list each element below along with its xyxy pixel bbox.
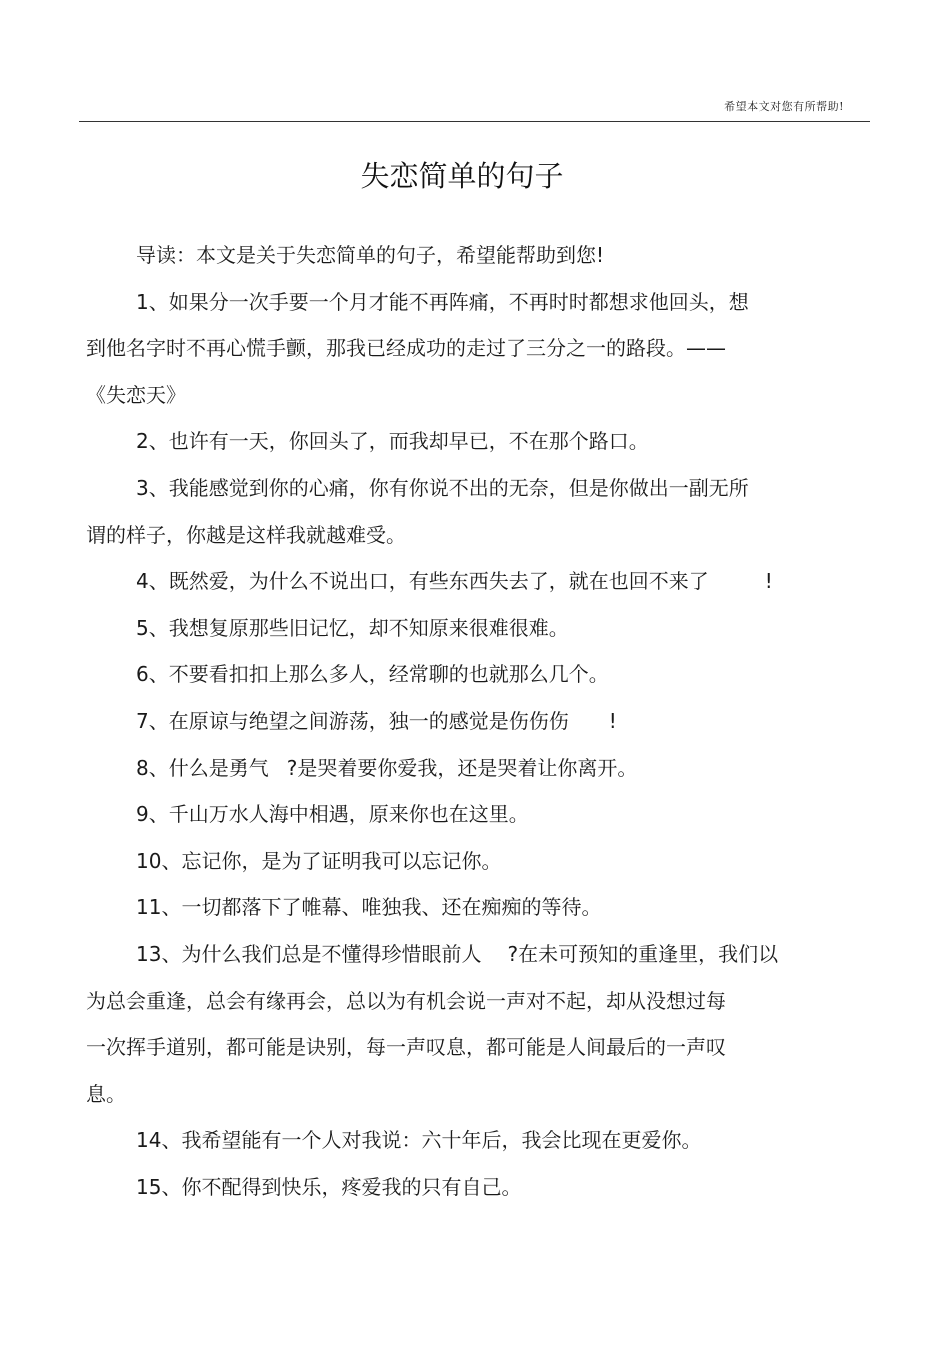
list-item [86,884,856,931]
page-title: 失恋简单的句子 [360,159,564,193]
list-item-continuation [86,1024,856,1071]
list-item-continuation [86,325,856,372]
list-item [86,698,856,745]
line-text: 14、我希望能有一个人对我说：六十年后，我会比现在更爱你。 [136,1128,702,1153]
list-item [86,931,856,978]
line-text: 为总会重逢，总会有缘再会，总以为有机会说一声对不起，却从没想过每 [86,988,726,1013]
line-text: 8、什么是勇气 [136,755,269,780]
list-item-continuation [86,372,856,419]
line-text: 3、我能感觉到你的心痛，你有你说不出的无奈，但是你做出一副无所 [136,475,749,500]
header-note: 希望本文对您有所帮助! [724,100,844,113]
list-item-continuation [86,1071,856,1118]
line-text: 13、为什么我们总是不懂得珍惜眼前人 [136,941,482,966]
list-item-continuation [86,512,856,559]
line-text: 谓的样子，你越是这样我就越难受。 [86,522,406,547]
line-text: 9、千山万水人海中相遇，原来你也在这里。 [136,802,529,827]
header-divider [79,121,870,122]
line-text: 1、如果分一次手要一个月才能不再阵痛，不再时时都想求他回头，想 [136,289,749,314]
line-text: ! [764,569,773,594]
line-text: 10、忘记你，是为了证明我可以忘记你。 [136,848,502,873]
line-text: ?是哭着要你爱我，还是哭着让你离开。 [286,755,638,780]
list-item [86,1117,856,1164]
list-item [86,605,856,652]
line-text: 11、一切都落下了帷幕、唯独我、还在痴痴的等待。 [136,895,602,920]
line-text: 5、我想复原那些旧记忆，却不知原来很难很难。 [136,615,569,640]
line-text: 《失恋天》 [86,382,186,407]
line-text: 7、在原谅与绝望之间游荡，独一的感觉是伤伤伤 [136,708,569,733]
list-item [86,745,856,792]
line-text: 2、也许有一天，你回头了，而我却早已，不在那个路口。 [136,429,649,454]
intro-paragraph: 导读：本文是关于失恋简单的句子，希望能帮助到您! [136,243,605,267]
line-text: ! [608,708,617,733]
line-text: 到他名字时不再心慌手颤，那我已经成功的走过了三分之一的路段。—— [86,336,726,361]
list-item [86,558,856,605]
line-text: 15、你不配得到快乐，疼爱我的只有自己。 [136,1174,522,1199]
list-item [86,279,856,326]
line-text: 6、不要看扣扣上那么多人，经常聊的也就那么几个。 [136,662,609,687]
list-item [86,651,856,698]
list-item [86,838,856,885]
line-text: ?在未可预知的重逢里，我们以 [507,941,779,966]
list-item [86,465,856,512]
line-text: 一次挥手道别，都可能是诀别，每一声叹息，都可能是人间最后的一声叹 [86,1035,726,1060]
list-item [86,791,856,838]
line-text: 息。 [86,1081,126,1106]
document-body [86,232,856,1210]
line-text: 4、既然爱，为什么不说出口，有些东西失去了，就在也回不来了 [136,569,709,594]
list-item-continuation [86,978,856,1025]
list-item [86,418,856,465]
list-item [86,1164,856,1211]
